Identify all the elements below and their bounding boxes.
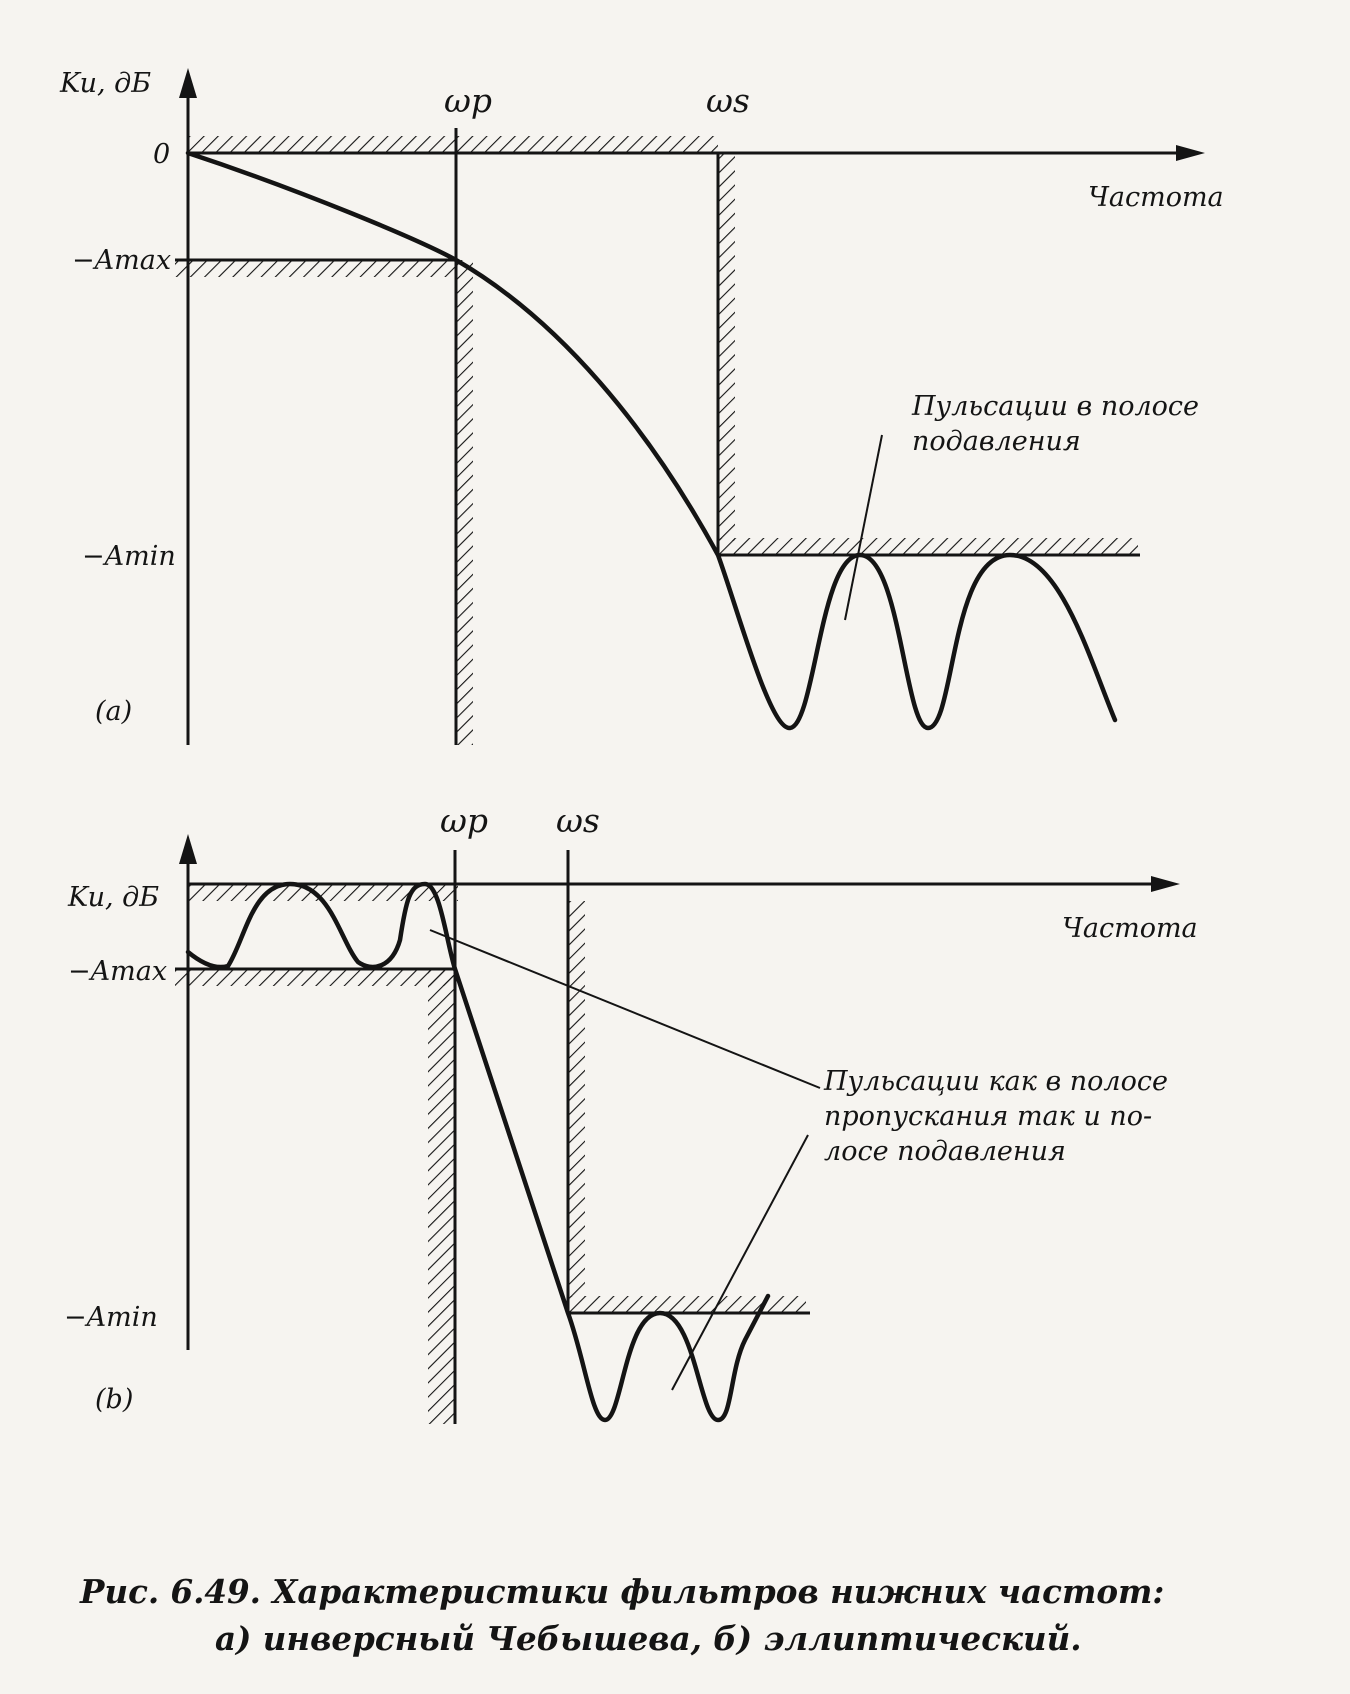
caption-line2: а) инверсный Чебышева, б) эллиптический. [215, 1619, 1082, 1658]
a-annotation-leader [845, 435, 882, 620]
a-amax-label: −Amax [72, 245, 172, 276]
b-ws-label: ωs [556, 801, 600, 840]
b-wp-label: ωp [440, 801, 489, 840]
a-x-axis-label: Частота [1088, 182, 1224, 213]
panel-b [64, 801, 1198, 1424]
b-response-curve [188, 884, 768, 1420]
panel-a [59, 68, 1224, 745]
b-annotation-line2: пропускания так и по- [824, 1101, 1153, 1132]
b-x-axis-label: Частота [1062, 913, 1198, 944]
a-annotation-line2: подавления [912, 426, 1081, 457]
a-amin-label: −Amin [82, 541, 176, 572]
hatch-b-ws-wall [568, 901, 585, 1297]
a-panel-label: (a) [95, 696, 133, 727]
a-ws-label: ωs [706, 81, 750, 120]
hatch-b-amax-bar [175, 969, 455, 986]
a-zero-label: 0 [153, 139, 171, 170]
a-x-axis-arrow [1176, 145, 1205, 161]
hatch-a-ws-wall [718, 153, 735, 541]
hatch-a-amax-bar [175, 260, 455, 277]
caption-line1: Рис. 6.49. Характеристики фильтров нижних частот: [80, 1572, 1165, 1611]
hatch-a-wp-wall [456, 260, 473, 745]
b-panel-label: (b) [95, 1384, 134, 1415]
b-amin-label: −Amin [64, 1302, 158, 1333]
figure-caption [79, 1572, 1164, 1658]
a-y-axis-label: Ku, дБ [60, 68, 152, 99]
a-wp-label: ωp [444, 81, 493, 120]
b-amax-label: −Amax [68, 956, 168, 987]
a-y-axis-arrow [179, 68, 197, 98]
b-y-axis-label: Ku, дБ [68, 882, 160, 913]
b-y-axis-arrow [179, 834, 197, 864]
b-annotation-line3: лосе подавления [824, 1136, 1066, 1167]
hatch-a-top-passband [188, 136, 718, 153]
b-x-axis-arrow [1151, 876, 1180, 892]
hatch-a-amin-bar [718, 538, 1138, 555]
a-annotation-line1: Пульсации в полосе [912, 391, 1200, 422]
b-annotation-line1: Пульсации как в полосе [824, 1066, 1168, 1097]
hatch-b-amin-bar [568, 1296, 806, 1313]
hatch-b-wp-wall [428, 969, 455, 1424]
